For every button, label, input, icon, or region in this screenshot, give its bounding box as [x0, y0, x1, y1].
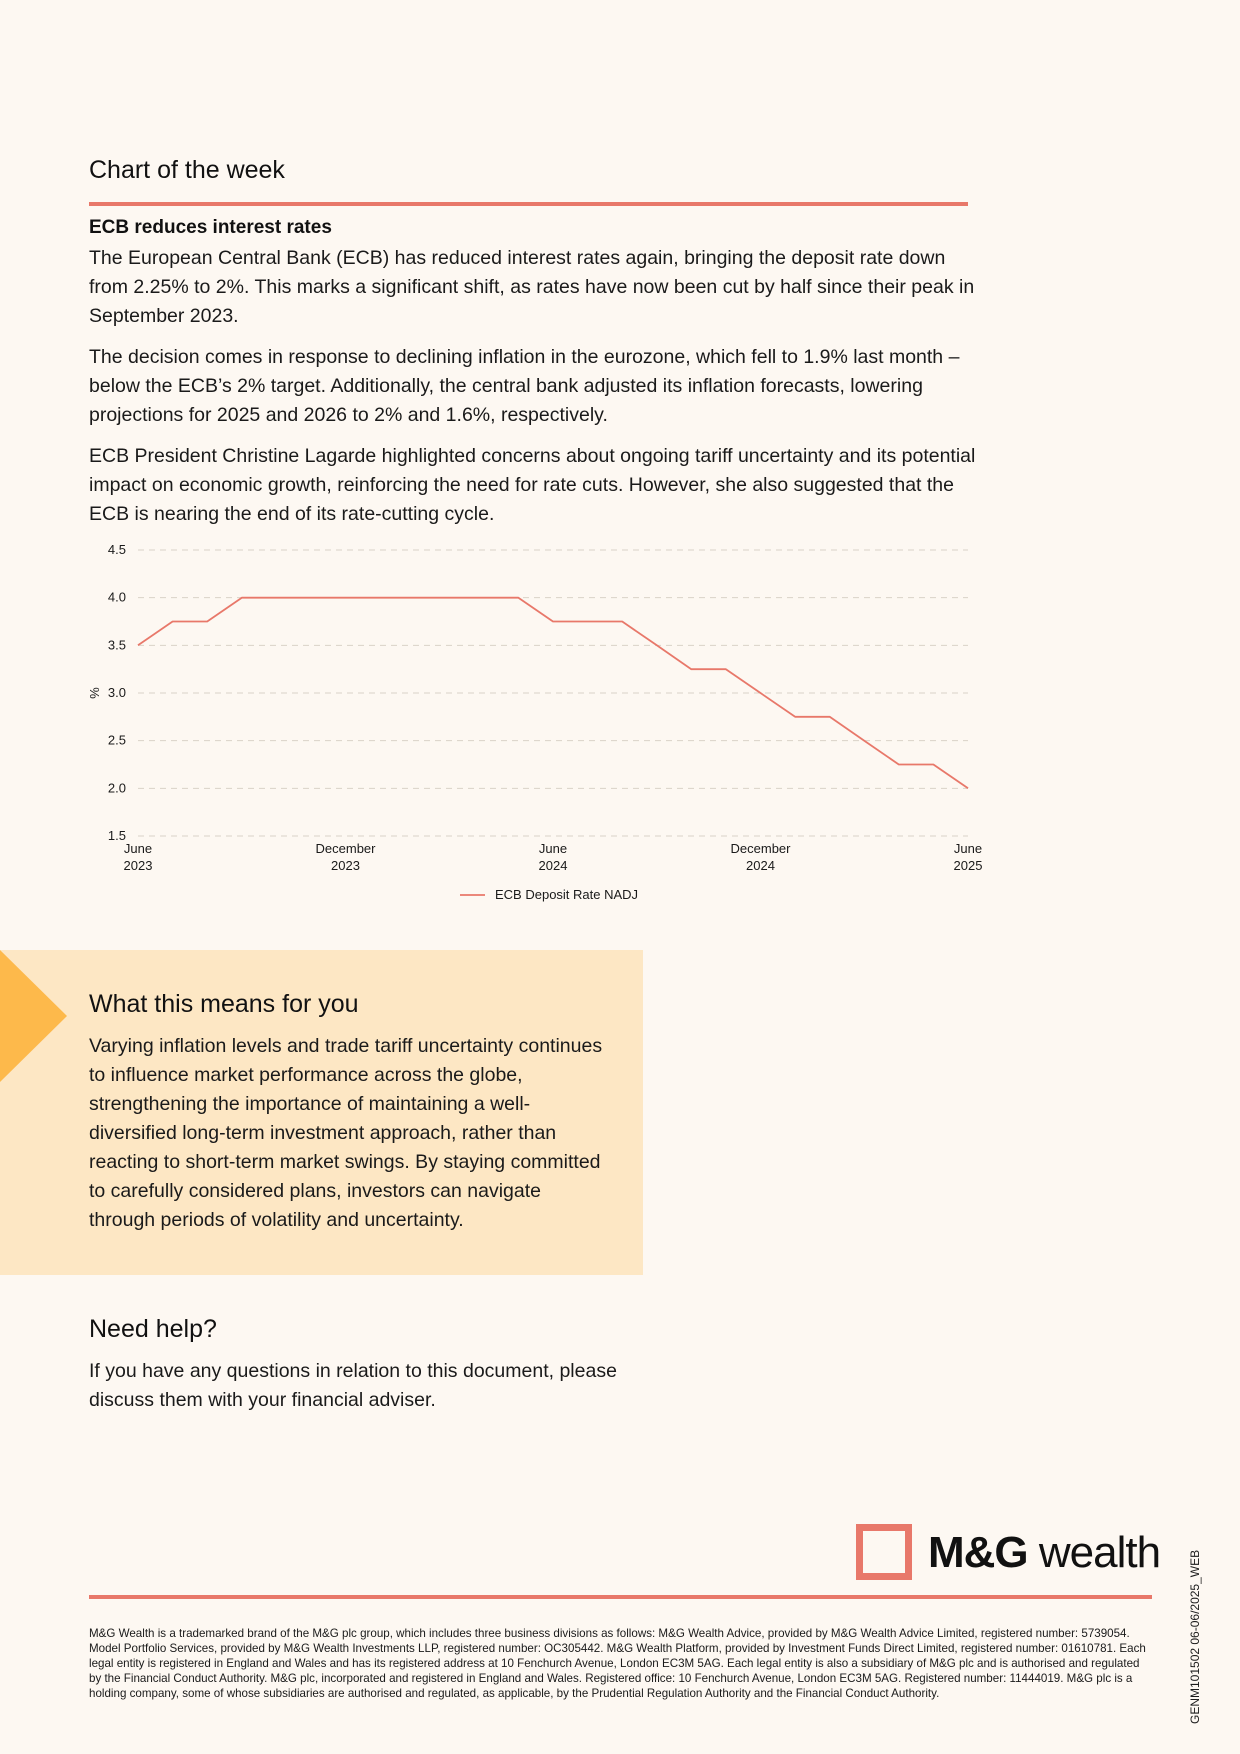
x-tick-label: December [730, 841, 791, 856]
section-title: Chart of the week [89, 156, 285, 184]
article-paragraph: The European Central Bank (ECB) has reduced interest rates again, bringing the deposit rate down from 2.25% to 2%. This marks a significant shift, as rates have now been cut by half since their peak in September 2023. [89, 247, 975, 327]
x-tick-label: 2024 [538, 858, 568, 873]
y-tick-label: 3.5 [107, 637, 126, 653]
mg-wealth-logo [856, 1524, 1161, 1580]
top-divider [89, 202, 968, 206]
logo-suffix: wealth [1038, 1528, 1161, 1577]
y-tick-label: 4.0 [107, 589, 126, 605]
callout-title: What this means for you [89, 990, 359, 1018]
document-code: GENM101502 06-06/2025_WEB [1188, 1549, 1202, 1724]
x-tick-label: June [953, 841, 983, 856]
x-tick-label: 2023 [123, 858, 153, 873]
x-tick-label: 2023 [331, 858, 360, 873]
logo-text [928, 1528, 1160, 1578]
x-tick-label: June [538, 841, 568, 856]
y-tick-label: 2.0 [107, 780, 126, 796]
article-paragraph: The decision comes in response to declining inflation in the eurozone, which fell to 1.9% last month – below the ECB’s 2% target. Additionally, the central bank adjusted its inflation forecasts, lowering projections for 2025 and 2026 to 2% and 1.6%, respectively. [89, 346, 960, 426]
x-tick-label: June [123, 841, 153, 856]
article-heading: ECB reduces interest rates [89, 217, 332, 238]
y-tick-label: 2.5 [107, 732, 126, 748]
legend-label: ECB Deposit Rate NADJ [495, 887, 639, 902]
y-axis-label: % [87, 687, 102, 699]
callout-arrow-icon [0, 950, 67, 1082]
y-tick-label: 1.5 [107, 828, 126, 843]
help-title: Need help? [89, 1315, 217, 1343]
x-tick-label: 2025 [953, 858, 983, 873]
logo-brand: M&G [928, 1528, 1028, 1577]
help-text: If you have any questions in relation to this document, please discuss them with your financial adviser. [89, 1360, 617, 1411]
footer-legal-text: M&G Wealth is a trademarked brand of the M&G plc group, which includes three business divisions as follows: M&G Wealth Advice, provided by M&G Wealth Advice Limited, registered number: 5739054. Model Portfolio Services, provided by M&G Wealth Investments LLP, registered number: OC305442. M&G Wealth Platform, provided by Investment Funds Direct Limited, registered number: 01610781. Each legal entity is registered in England and Wales and has its registered address at 10 Fenchurch Avenue, London EC3M 5AG. Each legal entity is also a subsidiary of M&G plc and is authorised and regulated by the Financial Conduct Authority. M&G plc, incorporated and registered in England and Wales. Registered office: 10 Fenchurch Avenue, London EC3M 5AG. Registered number: 11444019. M&G plc is a holding company, some of whose subsidiaries are authorised and regulated, as applicable, by the Prudential Regulation Authority and the Financial Conduct Authority. [89, 1627, 1146, 1700]
logo-square-icon [856, 1524, 912, 1580]
callout-text: Varying inflation levels and trade tariff uncertainty continues to influence market performance across the globe, strengthening the importance of maintaining a well-diversified long-term investment approach, rather than reacting to short-term market swings. By staying committed to carefully considered plans, investors can navigate through periods of volatility and uncertainty. [89, 1035, 603, 1231]
x-tick-label: 2024 [746, 858, 775, 873]
ecb-deposit-rate-chart [80, 535, 1000, 915]
y-tick-label: 3.0 [107, 685, 126, 700]
article-paragraph: ECB President Christine Lagarde highlighted concerns about ongoing tariff uncertainty and its potential impact on economic growth, reinforcing the need for rate cuts. However, she also suggested that the ECB is nearing the end of its rate-cutting cycle. [89, 445, 976, 525]
y-tick-label: 4.5 [107, 542, 126, 557]
x-tick-label: December [315, 841, 376, 856]
footer-divider [89, 1595, 1152, 1599]
